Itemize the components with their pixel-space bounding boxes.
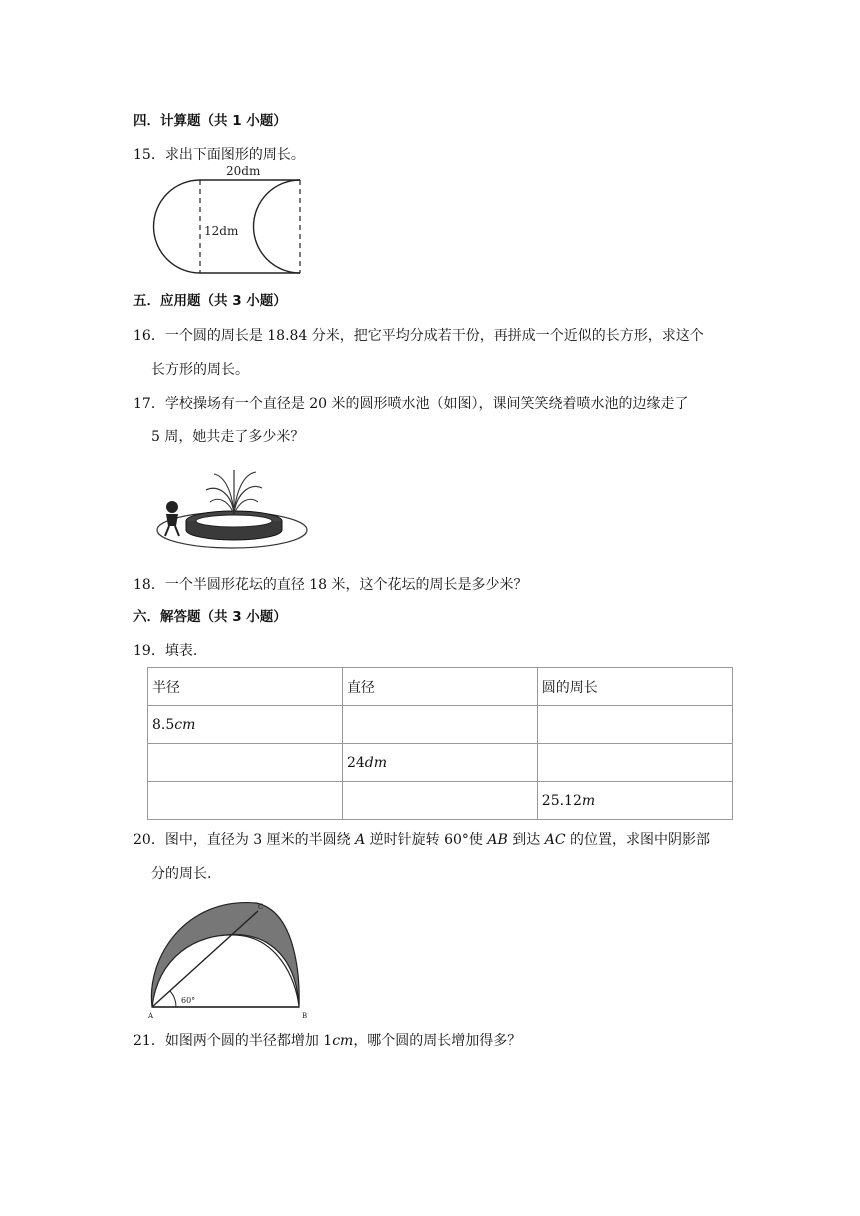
- cell-diameter[interactable]: [342, 706, 537, 744]
- question-20-continued: 分的周长.: [151, 866, 212, 882]
- question-17: [133, 394, 689, 414]
- figure-label-width: 12dm: [204, 224, 239, 238]
- point-label-a: A: [148, 1012, 154, 1020]
- cell-circumference[interactable]: 25.12m: [537, 782, 732, 820]
- cell-radius[interactable]: 8.5cm: [148, 706, 343, 744]
- figure-q17-fountain: [148, 464, 310, 554]
- cell-diameter[interactable]: [342, 782, 537, 820]
- question-text: 一个半圆形花坛的直径 18 米，这个花坛的周长是多少米？: [164, 577, 528, 593]
- question-19: [133, 641, 197, 661]
- angle-label: 60°: [181, 996, 196, 1005]
- question-number: 20．: [133, 832, 165, 848]
- table-row: [148, 706, 733, 744]
- section-header-solve: 六．解答题（共 3 小题）: [133, 609, 287, 625]
- question-16-continued: 长方形的周长。: [151, 362, 249, 378]
- point-label-c: C: [258, 903, 264, 911]
- figure-label-length: 20dm: [226, 164, 261, 178]
- question-16: [133, 326, 704, 346]
- point-label-b: B: [302, 1012, 308, 1020]
- question-20: 20．图中，直径为 3 厘米的半圆绕 A 逆时针旋转 60°使 AB 到达 AC 的位置，求图中阴影部: [133, 832, 710, 848]
- question-text: 填表.: [164, 643, 198, 659]
- section-header-calculation: 四．计算题（共 1 小题）: [133, 113, 287, 129]
- question-21: 21．如图两个圆的半径都增加 1cm，哪个圆的周长增加得多？: [133, 1033, 522, 1049]
- question-number: 15．: [133, 147, 165, 163]
- cell-circumference[interactable]: [537, 706, 732, 744]
- question-number: 17．: [133, 396, 165, 412]
- figure-q15-shape: [150, 164, 310, 278]
- figure-q20-rotated-semicircle: [146, 897, 326, 1019]
- question-17-continued: 5 周，她共走了多少米？: [151, 429, 305, 445]
- question-number: 16．: [133, 328, 165, 344]
- cell-circumference[interactable]: [537, 744, 732, 782]
- header-circumference: 圆的周长: [537, 668, 732, 706]
- cell-radius[interactable]: [148, 744, 343, 782]
- cell-radius[interactable]: [148, 782, 343, 820]
- table-header-row: [148, 668, 733, 706]
- fill-in-table: [147, 667, 733, 820]
- table-row: [148, 782, 733, 820]
- question-number: 21．: [133, 1033, 165, 1049]
- cell-diameter[interactable]: 24dm: [342, 744, 537, 782]
- question-text: 求出下面图形的周长。: [164, 147, 305, 163]
- question-15: [133, 145, 305, 165]
- table-row: [148, 744, 733, 782]
- section-header-application: 五．应用题（共 3 小题）: [133, 293, 287, 309]
- header-diameter: 直径: [342, 668, 537, 706]
- question-number: 19．: [133, 643, 165, 659]
- question-text: 学校操场有一个直径是 20 米的圆形喷水池（如图），课间笑笑绕着喷水池的边缘走了: [164, 396, 689, 412]
- header-radius: 半径: [148, 668, 343, 706]
- question-text: 一个圆的周长是 18.84 分米，把它平均分成若干份，再拼成一个近似的长方形，求这个: [164, 328, 704, 344]
- question-18: [133, 575, 528, 595]
- question-number: 18．: [133, 577, 165, 593]
